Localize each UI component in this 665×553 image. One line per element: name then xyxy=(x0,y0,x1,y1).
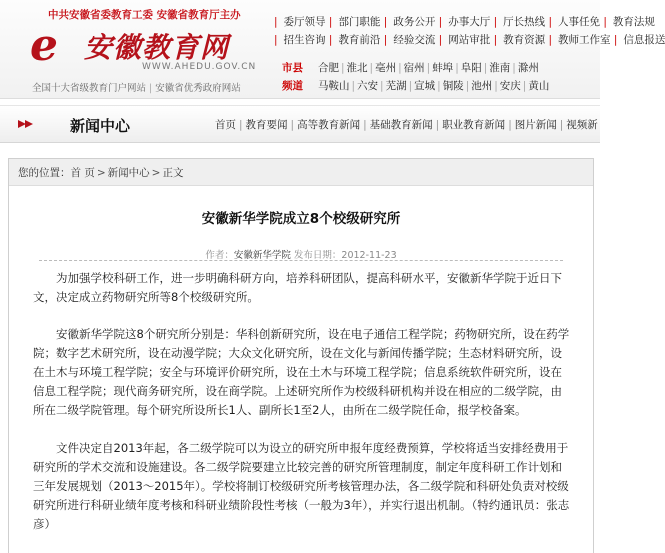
tagline-left: 全国十大省级教育门户网站 xyxy=(32,83,147,94)
nav-link[interactable]: 教育法规 xyxy=(612,16,655,28)
section-bar xyxy=(0,105,600,143)
city-link[interactable]: 宣城 xyxy=(414,80,436,92)
section-title: 新闻中心 xyxy=(70,117,131,135)
breadcrumb-news-center[interactable]: 新闻中心 xyxy=(107,167,150,179)
tagline-separator: | xyxy=(149,83,153,94)
article-paragraph: 文件决定自2013年起，各二级学院可以为设立的研究所申报年度经费预算，学校将适当安排经费用于研究所的学术交流和设施建设。各二级学院要建立比较完善的研究所管理制度，制定年度科研工作计划和三年发展规划（2013～2015年）。学校将制订校级研究所考核管理办法，各二级学院和科研处负责对校级研究所进行科研业绩年度考核和科研业绩阶段性考核（一般为3年），并实行退出机制。（特约通讯员：张志彦） xyxy=(33,441,570,531)
nav-link[interactable]: 厅长热线 xyxy=(503,16,546,28)
nav-link[interactable]: 教育前沿 xyxy=(338,34,381,46)
city-link[interactable]: 黄山 xyxy=(528,80,550,92)
city-label-2: 频道 xyxy=(282,80,303,92)
nav-link[interactable]: 网站审批 xyxy=(448,34,491,46)
sponsor-line: 中共安徽省委教育工委 安徽省教育厅主办 xyxy=(48,9,241,21)
section-nav-video-news[interactable]: 视频新 xyxy=(566,119,598,131)
author-value: 安徽新华学院 xyxy=(233,250,291,261)
nav-link[interactable]: 委厅领导 xyxy=(283,16,326,28)
city-link[interactable]: 马鞍山 xyxy=(318,80,350,92)
double-arrow-icon xyxy=(18,120,40,128)
top-nav xyxy=(274,14,665,50)
nav-link[interactable]: 招生咨询 xyxy=(283,34,326,46)
author-label: 作者： xyxy=(205,250,234,261)
city-link[interactable]: 蚌埠 xyxy=(432,62,454,74)
city-link[interactable]: 阜阳 xyxy=(460,62,482,74)
nav-link[interactable]: 教育资源 xyxy=(503,34,546,46)
tagline-right: 安徽省优秀政府网站 xyxy=(155,83,241,94)
breadcrumb xyxy=(18,165,183,180)
section-nav-vocational-edu[interactable]: 职业教育新闻 xyxy=(442,119,506,131)
city-label-1: 市县 xyxy=(282,62,303,74)
tagline xyxy=(32,80,241,94)
top-nav-row-2: | 招生咨询 | 教育前沿 | 经验交流 | 网站审批 | 教育资源 | 教师工作室 | 信息报送 xyxy=(274,34,665,46)
city-link[interactable]: 淮南 xyxy=(489,62,511,74)
meta-divider xyxy=(39,260,563,261)
city-link[interactable]: 铜陵 xyxy=(442,80,464,92)
nav-link[interactable]: 人事任免 xyxy=(558,16,600,28)
article-title: 安徽新华学院成立8个校级研究所 xyxy=(201,211,401,227)
top-nav-row-1: | 委厅领导 | 部门职能 | 政务公开 | 办事大厅 | 厅长热线 | 人事任免 | 教育法规 xyxy=(274,16,655,28)
city-link[interactable]: 合肥 xyxy=(318,62,339,74)
nav-link[interactable]: 经验交流 xyxy=(393,34,436,46)
city-link[interactable]: 滁州 xyxy=(517,62,539,74)
nav-link[interactable]: 办事大厅 xyxy=(448,16,491,28)
section-nav-higher-edu[interactable]: 高等教育新闻 xyxy=(297,119,361,131)
site-logo[interactable] xyxy=(30,20,257,74)
city-link[interactable]: 芜湖 xyxy=(385,80,407,92)
nav-link[interactable]: 部门职能 xyxy=(338,16,381,28)
section-nav: 首页 | 教育要闻 | 高等教育新闻 | 基础教育新闻 | 职业教育新闻 | 图片新闻 | 视频新 xyxy=(215,119,598,131)
section-nav-home[interactable]: 首页 xyxy=(215,119,236,131)
article-meta xyxy=(9,247,593,261)
city-link[interactable]: 安庆 xyxy=(499,80,521,92)
breadcrumb-current: 正文 xyxy=(162,167,184,179)
date-value: 2012-11-23 xyxy=(341,250,397,261)
logo-url: WWW.AHEDU.GOV.CN xyxy=(142,62,257,72)
date-label: 发布日期： xyxy=(293,250,342,261)
breadcrumb-separator: > xyxy=(96,167,106,179)
nav-link[interactable]: 教师工作室 xyxy=(558,34,611,46)
breadcrumb-label: 您的位置： xyxy=(18,167,71,179)
section-nav-edu-news[interactable]: 教育要闻 xyxy=(245,119,288,131)
nav-link[interactable]: 信息报送 xyxy=(623,34,665,46)
breadcrumb-separator: > xyxy=(151,167,161,179)
city-row-2: 马鞍山 | 六安 | 芜湖 | 宣城 | 铜陵 | 池州 | 安庆 | 黄山 xyxy=(318,80,550,92)
article-paragraph: 安徽新华学院这8个研究所分别是：华科创新研究所，设在电子通信工程学院；药物研究所，设在药学院；数字艺术研究所，设在动漫学院；大众文化研究所，设在文化与新闻传播学院；生态材料研究所，设在土木与环境工程学院；安全与环境评价研究所，设在土木与环境工程学院；信息系统软件研究所，设在信息工程学院；现代商务研究所，设在商学院。上述研究所作为校级科研机构并设在相应的二级学院，由所在二级学院管理。每个研究所设所长1人、副所长1至2人，由所在二级学院任命，报学校备案。 xyxy=(33,327,570,417)
article-frame xyxy=(8,158,594,553)
city-link[interactable]: 淮北 xyxy=(346,62,368,74)
city-link[interactable]: 池州 xyxy=(471,80,493,92)
city-row-1: 合肥 | 淮北 | 亳州 | 宿州 | 蚌埠 | 阜阳 | 淮南 | 滁州 xyxy=(318,62,539,74)
site-header xyxy=(0,0,665,99)
article-paragraph: 为加强学校科研工作，进一步明确科研方向，培养科研团队，提高科研水平，安徽新华学院于近日下文，决定成立药物研究所等8个校级研究所。 xyxy=(33,271,562,304)
city-link[interactable]: 宿州 xyxy=(403,62,425,74)
section-nav-photo-news[interactable]: 图片新闻 xyxy=(514,119,557,131)
logo-e-icon: e xyxy=(30,20,58,71)
logo-text: 安徽教育网 xyxy=(84,31,230,64)
section-nav-basic-edu[interactable]: 基础教育新闻 xyxy=(369,119,433,131)
city-link[interactable]: 亳州 xyxy=(375,62,397,74)
city-link[interactable]: 六安 xyxy=(357,80,379,92)
breadcrumb-bar xyxy=(9,159,593,186)
nav-link[interactable]: 政务公开 xyxy=(393,16,436,28)
breadcrumb-home[interactable]: 首 页 xyxy=(70,167,95,179)
